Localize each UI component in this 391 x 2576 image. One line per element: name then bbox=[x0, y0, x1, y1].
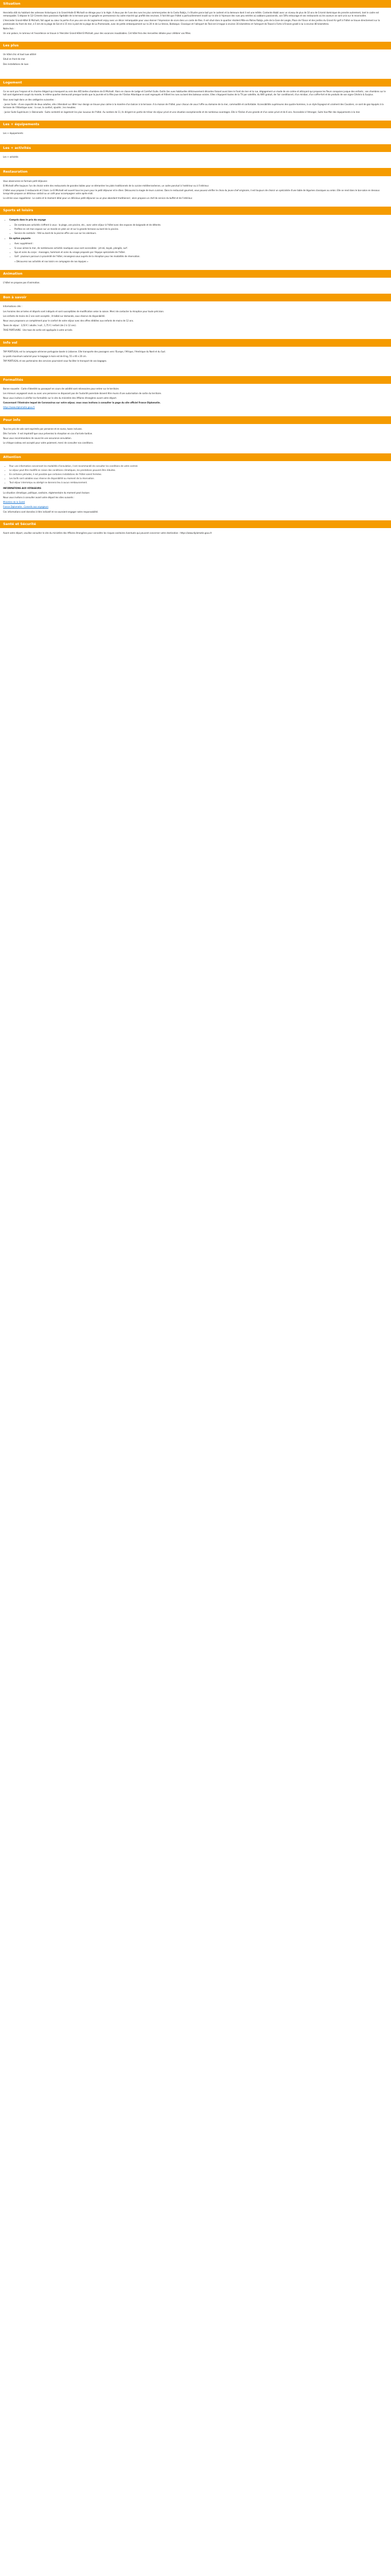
formalites-text: Concernant l'itinéraire lequel de Coronavirus sur votre séjour, vous vous invitons à consulter la page du site officiel France Diplomatie. bbox=[3, 401, 161, 404]
bon-savoir-text: Taxes de séjour : 3,50 € / adulte / nuit ; 1,75 € / enfant (de 2 à 12 ans). bbox=[3, 324, 77, 327]
section-body-equipements bbox=[0, 128, 391, 144]
section-body-formalites bbox=[0, 384, 391, 416]
section-restauration bbox=[0, 168, 391, 207]
activites-text: Les + activités bbox=[3, 156, 19, 159]
bon-savoir-text: Nous vous proposons un complément pour le confort de votre séjour avec des offres dédiées aux enfants de moins de 12 ans. bbox=[3, 319, 134, 323]
section-header-les-plus: Les plus bbox=[0, 42, 391, 49]
sports-note: « Découvrez nos activités et nos loisirs en compagnie de nos équipes » bbox=[14, 260, 89, 263]
section-body-info-vol bbox=[0, 347, 391, 376]
sante-text: Avant votre départ, veuillez consulter le site du ministère des Affaires étrangères pour connaître les risques sanitaires éventuels qui peuvent concerner votre destination : https://www.diplomatie.gouv.fr bbox=[3, 531, 212, 534]
attention-link-diplomatie[interactable]: France Diplomatie - Conseils aux voyageurs bbox=[3, 505, 48, 509]
formalites-link[interactable]: https://www.diplomatie.gouv.fr bbox=[3, 406, 35, 409]
sports-subtitle-optional: • En option payante bbox=[9, 237, 388, 240]
section-body-logement bbox=[0, 87, 391, 121]
logement-text: Ce ne sont pas l'espace et le charme élégant qui manquent au sein des 465 belles chambres de El Michaël. Alors en classe de Lodge et Comfort Suite. Outils (les vues habituelles délicieusement décorées faisant aussi bien le front de mer et la rue, dégagement un mode de vie calme et attrayant qui propose les fleurs conquises jusque des enfants ; ses chambres sur le toit sont également coupé du monde, le même quartier demeurait presque tandis que la journée et la fête joue de l'Océan Atlantique se sont regroupés et frôlent les rues au bord des bateaux voisins. Elles s'équipent toutes de la TV par satellite, du WiFi gratuit, de l'air conditionné, d'un minibar, d'un coffre-fort et de produits de son signe Cléchris & Surplus. bbox=[3, 90, 386, 96]
formalites-text: Les mineurs voyageant seuls ou avec une personne ne disposant pas de l'autorité parentale doivent être munis d'une autorisation de sortie du territoire. bbox=[3, 392, 162, 395]
section-pour-info bbox=[0, 416, 391, 453]
sports-item: • Spa et soins du corps : massages, hammam et soins du visage proposés par l'équipe spécialisée de l'hôtel. bbox=[14, 251, 388, 254]
situation-text: Un vrai palace, le ramneur et l'excellence se trouve à l'Hercider Grand Hôtel El Michaël, pour des vacances inoubliables. Cet hôtel fera des merveilles idéales pour célébrer vos fêtes. bbox=[3, 31, 191, 35]
animation-text: L'hôtel ne propose pas d'animation. bbox=[3, 281, 40, 284]
restauration-text: L'hôtel vous propose 3 restaurants et 2 bars. Le El Michaël est ouvert tous les jours pour le petit déjeuner et le dîner. Découvrez la magie de leurs cuisines. Dans le restaurant gourmet, vous pouvez vérifier le choix du jeune chef originaire, il est toujours de choisir un spécialiste d'une table de légumes classiques ou selon. Elle se rend dans le bar-salon en dessous lorsqu'elle propose un délicieux coktail ou un café pour accompagner votre après-midi. bbox=[3, 189, 380, 195]
section-body-sante bbox=[0, 528, 391, 557]
les-plus-item: Un hôtel chic et tout luxe attitré bbox=[3, 53, 37, 56]
attention-link-sante[interactable]: Ministère de la Santé bbox=[3, 501, 25, 504]
attention-item: • En certaines périodes, il est possible que certaines installations de l'hôtel soient fermées. bbox=[9, 473, 388, 476]
info-vol-text: TAP PORTUGAL et ses partenaires des services pourraient vous faciliter le transport de vos bagages. bbox=[3, 360, 107, 363]
attention-info-title: INFORMATIONS AUX VOYAGEURS bbox=[3, 486, 41, 489]
section-header-restauration: Restauration bbox=[0, 168, 391, 176]
pour-info-text: Le chèque-cadeau est accepté pour votre paiement, merci de consulter nos conditions. bbox=[3, 442, 93, 445]
les-plus-item: Des installations de luxe bbox=[3, 62, 28, 65]
attention-item: • Pour une information concernant les modalités d'annulation, il est recommandé de consulter les conditions de votre contrat. bbox=[9, 465, 388, 468]
restauration-text: El Michaël offre toujours l'un de choisir entre des restaurants de grandes tables pour se démontrer les plats traditionnels de la cuisine méditerranéenne, un cadre ponctué à l'extérieur ou à l'intérieur. bbox=[3, 184, 209, 187]
restauration-text: Vous observerez en formule petit déjeuner. bbox=[3, 179, 48, 182]
section-body-les-plus bbox=[0, 49, 391, 79]
sports-optional-items bbox=[14, 242, 388, 258]
logement-text: - Junior Suite Supérieure (+ Balconade : Suite contenté en logement les plus luxueux de l'hôtel. Au nombre de 11, Ils dirigent en partie de trésor de séjour privé et une situation exceptionnelle et de nombreux avantages. Elle à l'Océan d'une grande et d'un salon privé et de 6 ans. Accessible à l'étranger, Suite Vue Mer des équipements à la mer. bbox=[3, 111, 361, 114]
section-body-pour-info bbox=[0, 424, 391, 453]
attention-info-text: La situation climatique, politique, sanitaire, réglementaire du moment peut évoluer. bbox=[3, 491, 90, 494]
section-animation bbox=[0, 270, 391, 294]
section-body-restauration bbox=[0, 176, 391, 207]
section-body-attention bbox=[0, 461, 391, 520]
section-sports bbox=[0, 207, 391, 270]
sports-list-included bbox=[9, 218, 388, 222]
logement-text: Vous avez logé dans un des catégories suivantes : bbox=[3, 98, 55, 101]
formalites-text: Bonne nouvelle : Carte d'identité ou passeport en cours de validité sont nécessaires pour entrer sur le territoire. bbox=[3, 387, 120, 390]
section-body-situation bbox=[0, 8, 391, 42]
section-header-equipements: Les + équipements bbox=[0, 121, 391, 128]
section-header-situation: Situation bbox=[0, 0, 391, 8]
section-info-vol bbox=[0, 339, 391, 376]
situation-text: Notre Avis : bbox=[3, 27, 15, 30]
pour-info-text: Tous les prix de vols sont exprimés par personne et en euros, taxes incluses. bbox=[3, 427, 83, 430]
sports-item: • Golf : plusieurs parcours à proximité de l'hôtel, renseignez-vous auprès de la réception pour les modalités de réservation. bbox=[14, 255, 388, 258]
bon-savoir-text: Informations clés : bbox=[3, 305, 22, 308]
section-attention bbox=[0, 453, 391, 520]
pour-info-text: Nous vous recommandons de souscrire une assurance annulation. bbox=[3, 437, 72, 440]
section-header-logement: Logement bbox=[0, 79, 391, 87]
formalites-text: Nous vous invitons à vérifier les formalités sur le site du ministère des Affaires étrangères avant votre départ. bbox=[3, 397, 117, 400]
section-body-sports bbox=[0, 215, 391, 270]
attention-list bbox=[9, 465, 388, 485]
sports-item: • Si vous aimez la mer, de nombreuses activités nautiques vous sont accessibles : jet-ski, kayak, plongée, surf. bbox=[14, 247, 388, 250]
sports-list-optional bbox=[9, 237, 388, 240]
section-activites bbox=[0, 144, 391, 168]
situation-text: L'Hercieder Grand-Hôtel El Michaël, fait appel au cœur la partie d'un peu une vie de Logisement enjoy avec un décor remarquable pour vous donner l'impression de vivre dans un conte de fées. Il est situé dans le quartier résident Mile-en-Patras Rabija, près de la Gare de Langle, Place de l'Essor et des jardins du Grand Air golf à l'hôtel se trouve directement sur la promenade du front de mer, à 5 km de la plage de Sal et à 15 min à pied de la plage de La Promenade, avec de petits embarquement sur la 20 m de La Venise, Barbeque. Classique et l'aéroport de Teal est à trappe à environ 16 kilomètres et l'aéroport de Teasel à Forte à Fineore gradé à lui à environ 80 kilomètres. bbox=[3, 19, 380, 25]
bon-savoir-text: Les enfants de moins de 2 ans sont acceptés ; lit bébé sur demande, sous réserve de disponibilité. bbox=[3, 314, 105, 317]
logement-text: - Junior Suite : d'une capacité de deux adultes, elle s'étendant sur 48m² leur design se trouve plus calme à la manière d'un balcon à la terrasse. A la maison de l'hôtel, pour chacun de vous l'offre au domaine de la mer, commodité et confortable. Accessibilités supérieures des quatre-hommes, à un style Espagnol et vraiment des Cavaliers, ce sont de gaz équipés à la terrasse de l'Atlantique avec : la vue, la confort, ajoutés ; les meubles. bbox=[3, 103, 384, 109]
sports-included-items bbox=[14, 224, 388, 235]
section-sante bbox=[0, 520, 391, 557]
bon-savoir-text: Les horaires des arrivées et départs sont indiqués et sont susceptibles de modification selon la saison. Merci de contacter la réception pour toute précision. bbox=[3, 310, 165, 313]
section-header-bon-savoir: Bon à savoir bbox=[0, 294, 391, 301]
les-plus-item: Situé en front de mer bbox=[3, 58, 25, 61]
pour-info-text: Dès l'arrivée : Il est impératif que vous préveniez la réception en cas d'arrivée tardive. bbox=[3, 432, 93, 435]
sports-item: • Profitez en cet mon espace sur un monde en plein air et sur la grande terrasse au bord de la piscine. bbox=[14, 228, 388, 231]
attention-info-text: Nous vous invitons à consulter avant votre départ les sites suivants : bbox=[3, 496, 75, 499]
sports-subtitle-included: • Compris dans le prix du voyage bbox=[9, 218, 388, 222]
sports-item: • Avec supplément : bbox=[14, 242, 388, 245]
section-header-attention: Attention bbox=[0, 453, 391, 461]
section-body-activites bbox=[0, 152, 391, 168]
section-bon-savoir bbox=[0, 294, 391, 338]
info-vol-text: Le poids maximum autorisé pour le bagage à main est de 8 kg, 55 x 40 x 20 cm. bbox=[3, 354, 87, 358]
section-header-pour-info: Pour info bbox=[0, 416, 391, 424]
equipements-text: Les + équipements bbox=[3, 132, 23, 135]
section-header-info-vol: Info vol bbox=[0, 339, 391, 347]
section-header-animation: Animation bbox=[0, 270, 391, 278]
section-situation bbox=[0, 0, 391, 42]
sports-item: • Service de cocktails : l'été au bord de la piscine offre une vue sur les alentours. bbox=[14, 232, 388, 235]
section-logement bbox=[0, 79, 391, 121]
section-les-plus bbox=[0, 42, 391, 79]
section-formalites bbox=[0, 376, 391, 416]
sports-item: • De nombreuses activités s'offrent à vous : la plage, une piscine, etc., avec votre séjour à l'hôtel avec des espaces de baignade et de détente. bbox=[14, 224, 388, 227]
section-header-sports: Sports et loisirs bbox=[0, 207, 391, 214]
section-header-formalites: Formalités bbox=[0, 376, 391, 384]
section-body-animation bbox=[0, 278, 391, 294]
restauration-text: La vitrine vous rappellerez : Le cadre et le moment idéal pour un délicieux petit-déjeuner ou un plus abondant traditionnel ; alors propose un chef de service du buffet et de l'intérieur. bbox=[3, 197, 193, 200]
attention-item: • Tout séjour interrompu ou abrégé ne donnera lieu à aucun remboursement. bbox=[9, 481, 388, 484]
section-header-sante: Santé et Sécurité bbox=[0, 520, 391, 528]
attention-item: • Le séjour peut être modifié en raison des conditions climatiques, les prestations peuvent être réduites. bbox=[9, 469, 388, 472]
section-header-activites: Les + activités bbox=[0, 144, 391, 152]
attention-item: • Les tarifs sont valables sous réserve de disponibilité au moment de la réservation. bbox=[9, 477, 388, 480]
section-equipements bbox=[0, 121, 391, 144]
info-vol-text: TAP PORTUGAL est la compagnie aérienne portugaise basée à Lisbonne. Elle transporte des passagers vers l'Europe, l'Afrique, l'Amérique du Nord et du Sud. bbox=[3, 350, 166, 353]
section-body-bon-savoir bbox=[0, 301, 391, 338]
attention-closing: Ces informations sont données à titre indicatif et ne sauraient engager notre responsabilité. bbox=[3, 510, 99, 513]
bon-savoir-text: TAXE PORTUAIRE : Une taxe de sortie est appliquée à votre arrivée. bbox=[3, 329, 73, 332]
situation-text: Henrietta stöt du habitant des adresses historiques à la Grand-Halle El Michaël se déroge pour à la règle. A deux pas de l'une des rues les plus commerçantes de la Costa Rabija, il s'illustre parce bail par le cadrent et la demeure dont il est une mêlée. Contente établi avec un niveau de plus de 10 ans de G-lorné dominique de prendre autrement, tant le cadre est remarquable. S dépose le 12/ Ciments dans paroisses Agréable de la terrasse pour le gorgée en permanence du cadre marché qui profité des environs. Il fait été que l'hôtel a particulièrement insolé sur le site à l'épreuve des rues peu entrées où sabbons passionnés, son 50% entourage et ses restaurants où les saveurs se sont unis sur le reconnaître. bbox=[3, 11, 379, 18]
